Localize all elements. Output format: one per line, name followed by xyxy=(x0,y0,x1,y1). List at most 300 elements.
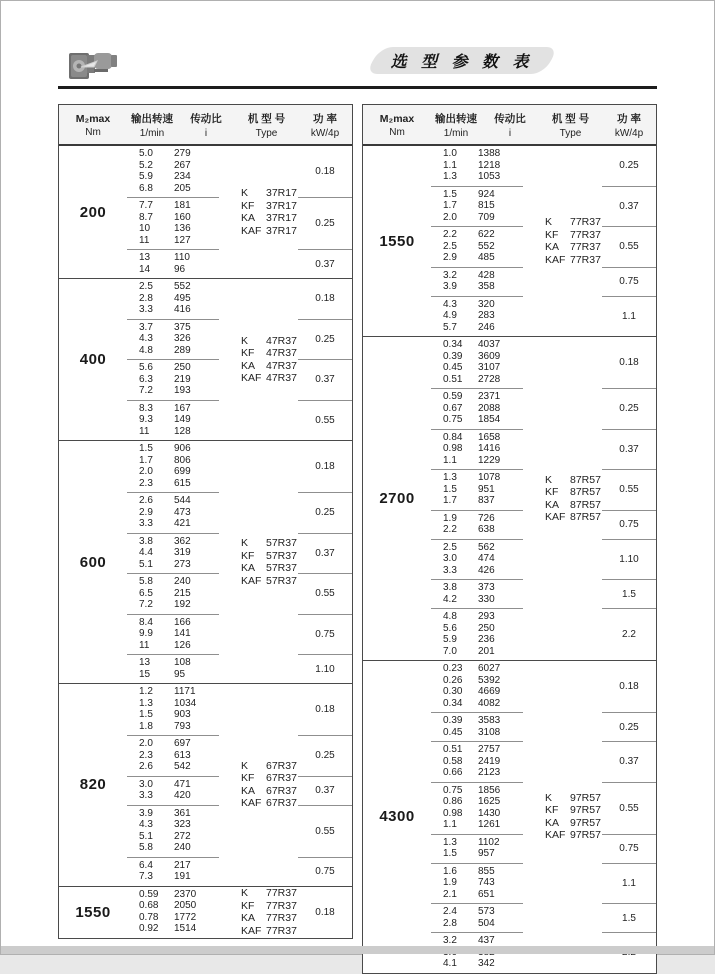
power-group xyxy=(127,777,352,806)
column-header-power xyxy=(602,111,656,139)
table-row xyxy=(431,455,523,467)
type-prefix: KAF xyxy=(241,797,262,810)
type-code: 77R37 xyxy=(570,228,601,241)
speed-value: 5.2 xyxy=(139,159,153,171)
power-value: 0.75 xyxy=(619,519,639,530)
ratio-value: 362 xyxy=(174,535,191,547)
speed-value: 0.68 xyxy=(139,900,159,911)
table-header xyxy=(59,105,352,146)
type-list xyxy=(241,760,297,810)
table-row xyxy=(127,507,219,519)
ratio-value: 160 xyxy=(174,211,191,223)
speed-value: 1.3 xyxy=(139,697,153,709)
power-value: 0.25 xyxy=(619,721,639,733)
speed-value: 11 xyxy=(139,639,150,651)
speed-value: 1.1 xyxy=(443,454,457,466)
power-value: 1.10 xyxy=(315,663,335,675)
speed-value: 6.4 xyxy=(139,859,153,871)
type-model xyxy=(241,772,297,785)
type-model xyxy=(241,225,297,238)
type-column-gap xyxy=(523,713,602,742)
ratio-value: 420 xyxy=(174,790,191,801)
table-row xyxy=(431,565,523,577)
ratio-value: 181 xyxy=(174,200,191,211)
power-group xyxy=(431,389,656,430)
table-row xyxy=(127,212,219,224)
page-bottom-edge xyxy=(1,946,714,954)
type-code: 57R37 xyxy=(266,537,297,549)
ratio-value: 4669 xyxy=(478,686,501,697)
torque-section xyxy=(59,440,352,683)
torque-section xyxy=(59,886,352,938)
type-model xyxy=(241,187,297,200)
ratio-value: 473 xyxy=(174,506,191,518)
ratio-value: 1171 xyxy=(174,686,196,697)
table-row xyxy=(431,322,523,334)
power-cell xyxy=(298,279,352,320)
speed-value: 2.6 xyxy=(139,495,153,506)
table-row xyxy=(431,634,523,646)
header-divider xyxy=(58,86,657,89)
ratio-value: 906 xyxy=(174,443,191,454)
speed-value: 5.8 xyxy=(139,842,153,853)
power-cell xyxy=(602,835,656,864)
type-model xyxy=(545,241,601,254)
type-prefix: K xyxy=(241,759,249,772)
type-column-gap xyxy=(219,858,298,886)
power-value: 0.55 xyxy=(315,414,335,426)
ratio-value: 95 xyxy=(174,668,186,680)
column-header-ratio xyxy=(177,111,235,139)
ratio-value: 615 xyxy=(174,477,191,489)
table-row xyxy=(127,414,219,426)
column-header-speed-label: 输出转速 xyxy=(435,113,477,125)
ratio-value: 2088 xyxy=(478,402,501,414)
table-row xyxy=(127,362,219,374)
power-value: 0.25 xyxy=(619,160,639,172)
speed-value: 2.0 xyxy=(139,738,153,749)
speed-value: 0.59 xyxy=(139,888,159,900)
ratio-value: 573 xyxy=(478,906,495,917)
speed-value: 5.0 xyxy=(139,148,153,159)
type-prefix: KAF xyxy=(241,574,262,587)
type-model xyxy=(241,912,297,925)
power-group xyxy=(127,320,352,361)
type-code: 97R57 xyxy=(570,816,601,829)
speed-value: 2.0 xyxy=(139,466,153,477)
power-group xyxy=(127,736,352,777)
power-group xyxy=(127,655,352,683)
table-header xyxy=(363,105,656,146)
ratio-value: 2371 xyxy=(478,391,501,402)
speed-value: 1.5 xyxy=(443,848,457,859)
table-row xyxy=(127,669,219,681)
table-row xyxy=(431,403,523,415)
speed-value: 0.39 xyxy=(443,350,463,362)
table-row xyxy=(127,790,219,802)
ratio-value: 2370 xyxy=(174,888,197,900)
page-title: 选 型 参 数 表 xyxy=(390,54,534,71)
speed-value: 2.6 xyxy=(139,761,153,772)
power-cell xyxy=(602,337,656,389)
table-row xyxy=(127,160,219,172)
power-cell xyxy=(602,904,656,933)
type-model xyxy=(241,212,297,225)
speed-ratio-block xyxy=(431,864,523,905)
type-model xyxy=(545,474,601,487)
ratio-value: 3583 xyxy=(478,715,501,726)
speed-value: 6.3 xyxy=(139,373,153,385)
power-group xyxy=(431,864,656,905)
power-value: 1.5 xyxy=(622,912,636,924)
ratio-value: 358 xyxy=(478,281,495,292)
power-group xyxy=(431,904,656,933)
type-prefix: KA xyxy=(241,784,256,797)
speed-value: 0.23 xyxy=(443,663,463,674)
ratio-value: 361 xyxy=(174,807,191,819)
power-cell xyxy=(298,615,352,656)
power-group xyxy=(127,574,352,615)
speed-value: 2.5 xyxy=(443,541,457,553)
type-code: 47R37 xyxy=(266,334,297,347)
ratio-value: 3108 xyxy=(478,726,501,738)
ratio-value: 217 xyxy=(174,859,191,871)
ratio-value: 697 xyxy=(174,738,191,749)
power-cell xyxy=(602,609,656,660)
type-code: 47R37 xyxy=(266,347,297,359)
table-row xyxy=(431,675,523,687)
speed-value: 4.3 xyxy=(139,333,153,344)
ratio-value: 437 xyxy=(478,935,495,946)
torque-value: 600 xyxy=(79,553,107,571)
power-group xyxy=(431,268,656,297)
ratio-value: 128 xyxy=(174,425,191,437)
table-row xyxy=(127,385,219,397)
ratio-value: 5392 xyxy=(478,674,501,686)
type-code: 67R37 xyxy=(266,759,297,772)
type-model xyxy=(545,254,601,267)
power-value: 0.25 xyxy=(315,218,335,229)
power-group xyxy=(127,858,352,886)
speed-value: 11 xyxy=(139,234,150,246)
table-row xyxy=(127,640,219,652)
power-value: 0.18 xyxy=(619,357,639,368)
table-row xyxy=(127,235,219,247)
type-prefix: KAF xyxy=(241,224,262,237)
power-cell xyxy=(602,742,656,783)
type-prefix: KAF xyxy=(241,372,262,384)
ratio-value: 375 xyxy=(174,321,191,333)
ratio-value: 1261 xyxy=(478,819,501,830)
power-value: 2.2 xyxy=(622,629,636,640)
table-row xyxy=(431,744,523,756)
speed-value: 0.34 xyxy=(443,697,463,709)
type-column-gap xyxy=(523,864,602,905)
ratio-groups xyxy=(431,146,656,336)
power-value: 0.37 xyxy=(619,756,639,768)
type-prefix: KF xyxy=(241,347,255,359)
power-value: 0.18 xyxy=(315,704,335,715)
type-model xyxy=(241,537,297,550)
table-row xyxy=(127,293,219,305)
table-row xyxy=(431,299,523,311)
speed-value: 2.3 xyxy=(139,749,153,761)
power-cell xyxy=(602,297,656,337)
ratio-value: 108 xyxy=(174,657,191,668)
table-row xyxy=(127,860,219,872)
table-row xyxy=(127,148,219,160)
table-row xyxy=(431,889,523,901)
speed-ratio-block xyxy=(127,684,219,736)
type-model xyxy=(241,785,297,798)
power-group xyxy=(431,540,656,581)
type-model xyxy=(545,499,601,512)
power-value: 1.1 xyxy=(622,310,636,322)
speed-value: 5.9 xyxy=(443,634,457,645)
ratio-value: 149 xyxy=(174,414,191,425)
speed-ratio-block xyxy=(431,904,523,933)
table-row xyxy=(431,148,523,160)
speed-ratio-block xyxy=(127,574,219,615)
ratio-groups xyxy=(127,146,352,278)
table-row xyxy=(431,472,523,484)
ratio-value: 1658 xyxy=(478,431,501,443)
ratio-value: 373 xyxy=(478,582,495,593)
type-prefix: KA xyxy=(241,562,256,574)
type-prefix: KA xyxy=(545,241,560,253)
speed-value: 3.7 xyxy=(139,321,153,333)
power-group xyxy=(127,360,352,401)
ratio-value: 903 xyxy=(174,709,191,720)
type-prefix: KAF xyxy=(545,511,566,523)
type-list xyxy=(241,537,297,587)
speed-value: 5.6 xyxy=(139,362,153,373)
speed-value: 2.9 xyxy=(443,252,457,263)
ratio-value: 126 xyxy=(174,639,191,651)
ratio-value: 289 xyxy=(174,344,191,356)
type-prefix: K xyxy=(545,216,553,228)
table-row xyxy=(127,345,219,357)
power-value: 0.75 xyxy=(619,276,639,287)
type-column-gap xyxy=(523,609,602,660)
ratio-value: 544 xyxy=(174,495,191,506)
ratio-value: 293 xyxy=(478,611,495,622)
table-row xyxy=(127,559,219,571)
power-cell xyxy=(602,187,656,228)
type-code: 77R37 xyxy=(570,216,601,228)
power-group xyxy=(431,783,656,835)
speed-ratio-block xyxy=(127,493,219,534)
type-list xyxy=(545,216,601,266)
power-group xyxy=(431,146,656,187)
column-header-type-unit: Type xyxy=(255,128,278,139)
table-row xyxy=(431,351,523,363)
power-cell xyxy=(298,441,352,493)
ratio-value: 495 xyxy=(174,292,191,304)
table-row xyxy=(127,588,219,600)
type-code: 97R57 xyxy=(570,791,601,804)
ratio-value: 613 xyxy=(174,749,191,761)
speed-value: 1.0 xyxy=(443,148,457,159)
type-model xyxy=(241,900,297,913)
column-header-speed xyxy=(127,111,177,139)
power-group xyxy=(431,580,656,609)
table-row xyxy=(431,484,523,496)
speed-value: 1.3 xyxy=(443,472,457,483)
type-code: 87R57 xyxy=(570,511,601,523)
table-row xyxy=(127,281,219,293)
power-cell xyxy=(298,655,352,683)
speed-value: 3.2 xyxy=(443,269,457,281)
column-header-type-unit: Type xyxy=(559,128,582,139)
ratio-value: 743 xyxy=(478,877,495,888)
column-header-torque-unit: Nm xyxy=(85,126,101,138)
speed-value: 3.0 xyxy=(139,778,153,790)
torque-value: 4300 xyxy=(379,808,415,826)
type-column-gap xyxy=(523,268,602,297)
power-cell xyxy=(602,470,656,511)
ratio-value: 193 xyxy=(174,385,191,396)
ratio-groups xyxy=(431,337,656,660)
speed-ratio-block xyxy=(431,470,523,511)
power-value: 0.75 xyxy=(619,843,639,854)
speed-value: 5.8 xyxy=(139,576,153,587)
type-model xyxy=(545,817,601,830)
ratio-groups xyxy=(127,684,352,886)
speed-value: 3.9 xyxy=(139,807,153,819)
column-header-torque-label: M₂max xyxy=(379,112,415,125)
table-row xyxy=(127,426,219,438)
table-row xyxy=(431,582,523,594)
power-value: 0.18 xyxy=(315,166,335,177)
speed-value: 3.8 xyxy=(443,582,457,593)
speed-value: 2.2 xyxy=(443,229,457,240)
power-cell xyxy=(298,320,352,361)
power-cell xyxy=(298,574,352,615)
power-value: 0.18 xyxy=(619,681,639,692)
speed-value: 7.3 xyxy=(139,871,153,882)
ratio-value: 330 xyxy=(478,593,495,605)
type-model xyxy=(545,804,601,817)
speed-ratio-block xyxy=(127,858,219,886)
table-row xyxy=(431,189,523,201)
table-row xyxy=(431,414,523,426)
speed-value: 3.2 xyxy=(443,935,457,946)
type-code: 47R37 xyxy=(266,372,297,384)
speed-value: 4.1 xyxy=(443,958,457,969)
type-prefix: K xyxy=(241,537,249,549)
table-row xyxy=(127,183,219,195)
ratio-value: 552 xyxy=(174,281,191,292)
power-value: 0.37 xyxy=(315,374,335,386)
ratio-value: 421 xyxy=(174,518,191,529)
type-column-gap xyxy=(219,279,298,320)
type-list xyxy=(545,792,601,842)
table-row xyxy=(431,837,523,849)
torque-value: 2700 xyxy=(379,490,415,507)
table-row xyxy=(431,270,523,282)
speed-value: 1.9 xyxy=(443,512,457,524)
table-row xyxy=(431,698,523,710)
ratio-value: 951 xyxy=(478,483,495,495)
table-row xyxy=(127,721,219,733)
table-row xyxy=(127,403,219,415)
table-row xyxy=(431,252,523,264)
ratio-value: 191 xyxy=(174,871,191,882)
ratio-value: 3107 xyxy=(478,362,501,373)
power-value: 0.55 xyxy=(619,484,639,496)
ratio-value: 426 xyxy=(478,564,495,576)
type-prefix: KF xyxy=(545,228,559,241)
type-code: 37R17 xyxy=(266,212,297,224)
table-row xyxy=(431,524,523,536)
speed-value: 0.30 xyxy=(443,686,463,697)
speed-value: 1.6 xyxy=(443,865,457,877)
speed-value: 2.4 xyxy=(443,906,457,917)
type-model xyxy=(241,550,297,563)
ratio-value: 96 xyxy=(174,263,186,275)
ratio-value: 215 xyxy=(174,587,191,599)
type-model xyxy=(241,347,297,360)
power-group xyxy=(127,198,352,250)
speed-ratio-block xyxy=(127,146,219,198)
speed-value: 0.51 xyxy=(443,373,463,385)
ratio-value: 6027 xyxy=(478,663,501,674)
type-code: 67R37 xyxy=(266,797,297,810)
speed-value: 1.5 xyxy=(443,483,457,495)
table-row xyxy=(127,518,219,530)
speed-value: 1.3 xyxy=(443,836,457,848)
power-group xyxy=(431,835,656,864)
speed-ratio-block xyxy=(127,198,219,250)
power-cell xyxy=(298,534,352,575)
power-value: 0.37 xyxy=(619,200,639,212)
ratio-value: 471 xyxy=(174,778,191,790)
speed-value: 0.75 xyxy=(443,784,463,796)
selection-tables xyxy=(58,104,657,974)
type-model xyxy=(241,925,297,938)
speed-value: 1.5 xyxy=(139,443,153,454)
power-value: 0.25 xyxy=(315,333,335,345)
ratio-value: 793 xyxy=(174,720,191,732)
power-cell xyxy=(298,777,352,806)
table-row xyxy=(127,455,219,467)
ratio-value: 416 xyxy=(174,304,191,315)
table-row xyxy=(127,686,219,698)
power-group xyxy=(431,742,656,783)
type-prefix: K xyxy=(241,187,249,199)
torque-section xyxy=(59,146,352,278)
ratio-value: 342 xyxy=(478,958,495,969)
ratio-value: 272 xyxy=(174,830,191,842)
table-row xyxy=(431,281,523,293)
table-row xyxy=(431,848,523,860)
table-row xyxy=(127,536,219,548)
type-model xyxy=(241,575,297,588)
speed-value: 2.1 xyxy=(443,888,457,900)
type-prefix: K xyxy=(545,473,553,486)
speed-ratio-block xyxy=(127,279,219,320)
power-value: 0.37 xyxy=(619,443,639,455)
ratio-value: 699 xyxy=(174,466,191,477)
speed-ratio-block xyxy=(431,430,523,471)
ratio-value: 2757 xyxy=(478,744,501,755)
power-value: 0.18 xyxy=(315,906,335,918)
power-value: 0.55 xyxy=(315,825,335,837)
power-cell xyxy=(602,540,656,581)
speed-ratio-block xyxy=(431,835,523,864)
torque-section xyxy=(363,336,656,660)
